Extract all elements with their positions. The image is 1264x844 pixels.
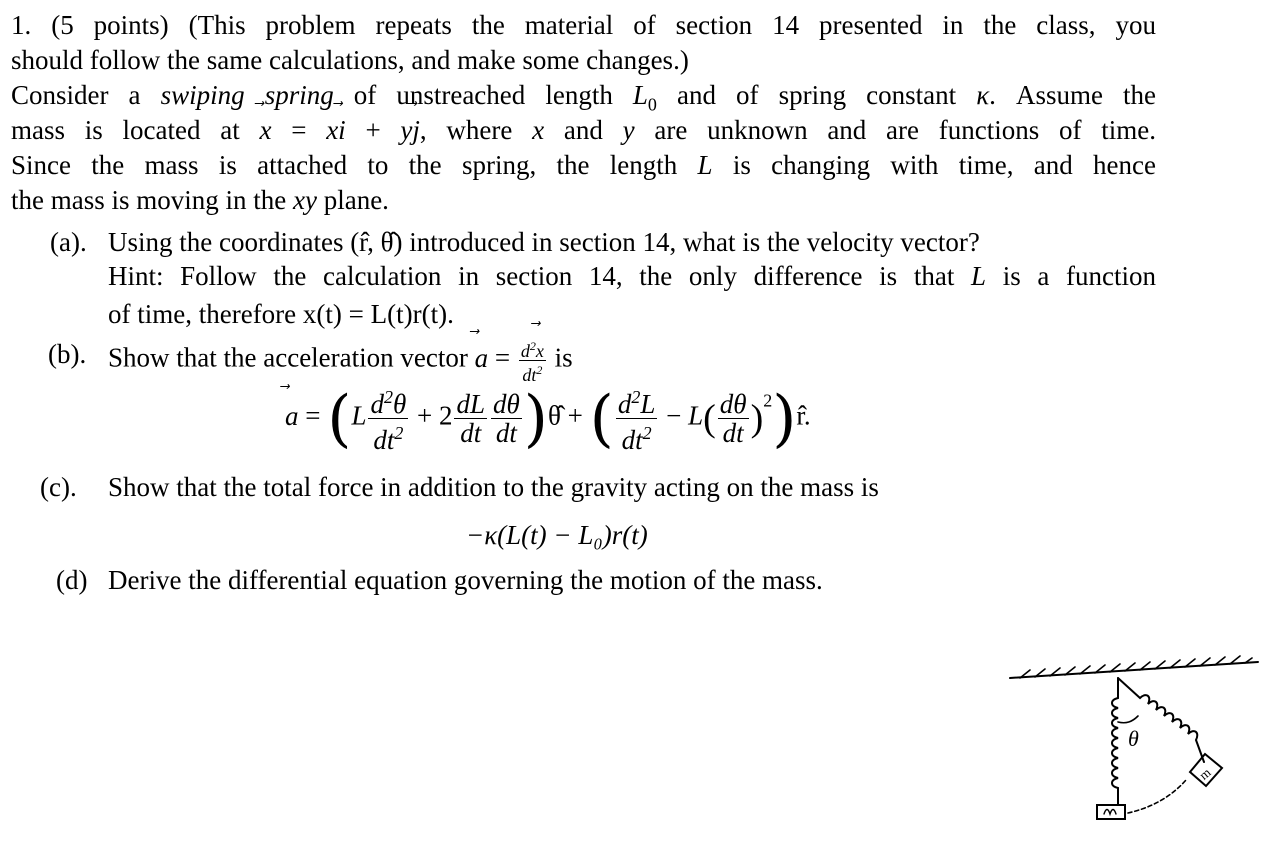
d2x-dt2-fraction: $\frac{d^2x ⃗}{dt^2}$ — [519, 337, 546, 384]
part-d-text: Derive the differential equation governing the motion of the mass. — [108, 565, 823, 595]
part-c-text: Show that the total force in addition to the gravity acting on the mass is — [108, 472, 879, 502]
part-c-label: (c). — [40, 472, 77, 502]
part-b-label: (b). — [48, 339, 87, 369]
d2L-dt2: $\frac{d^2L}{dt^2}$ — [616, 383, 658, 454]
dtheta-dt: $\frac{d\theta}{dt}$ — [493, 389, 520, 448]
lower-mass-label — [1104, 810, 1116, 815]
part-b-text: Show that the acceleration vector a ⃗ = $\frac{d^2x ⃗}{dt^2}$ is — [108, 337, 573, 384]
tilted-mass-label: m — [1196, 764, 1214, 783]
part-a-line-2: Hint: Follow the calculation in section 14, the only difference is that L is a function — [108, 261, 1156, 291]
part-d-label: (d) — [56, 565, 88, 595]
d2theta-dt2: $\frac{d^2\theta}{dt^2}$ — [368, 383, 408, 454]
dtheta-dt-squared: $\frac{d\theta}{dt}$ — [719, 389, 747, 448]
dL-dt: $\frac{dL}{dt}$ — [456, 389, 485, 448]
part-a-line-3: of time, therefore x(t) = L(t)r(t). — [108, 299, 454, 329]
swing-arc — [1128, 780, 1186, 813]
part-a-line-1: Using the coordinates (r̂, θ̂) introduced in section 14, what is the velocity vector? — [108, 227, 980, 257]
angle-theta-label: θ — [1128, 726, 1139, 751]
part-a-label: (a). — [50, 227, 87, 257]
problem-header: 1. (5 points) (This problem repeats the material of section 14 presented in the class, you — [11, 10, 1156, 40]
vertical-spring — [1112, 678, 1118, 805]
problem-line-5: Since the mass is attached to the spring, the length L is changing with time, and hence — [11, 150, 1156, 180]
angle-arc — [1118, 716, 1138, 723]
force-equation: −κ(L(t) − L₀)r(t) — [466, 520, 648, 550]
problem-line-6: the mass is moving in the xy plane. — [11, 185, 389, 215]
problem-line-4: mass is located at x ⃗ = xi ⃗ + yj ⃗, where x and y are unknown and are functions of time. — [11, 113, 1156, 148]
problem-line-2: should follow the same calculations, and make some changes.) — [11, 45, 689, 75]
acceleration-equation: a ⃗ = (L $\frac{d^2\theta}{dt^2}$ + 2 $\frac{dL}{dt}$ $\frac{d\theta}{dt}$ )θ̂ + ( $\frac{d^2L}{dt^2}$ − L( $\frac{d\theta}{dt}$ )$^2$)r̂. — [285, 383, 811, 454]
problem-line-3: Consider a swiping spring of unstreached length $L_0$ and of spring constant κ. Assume the — [11, 80, 1157, 115]
swinging-spring-figure — [1000, 650, 1264, 840]
